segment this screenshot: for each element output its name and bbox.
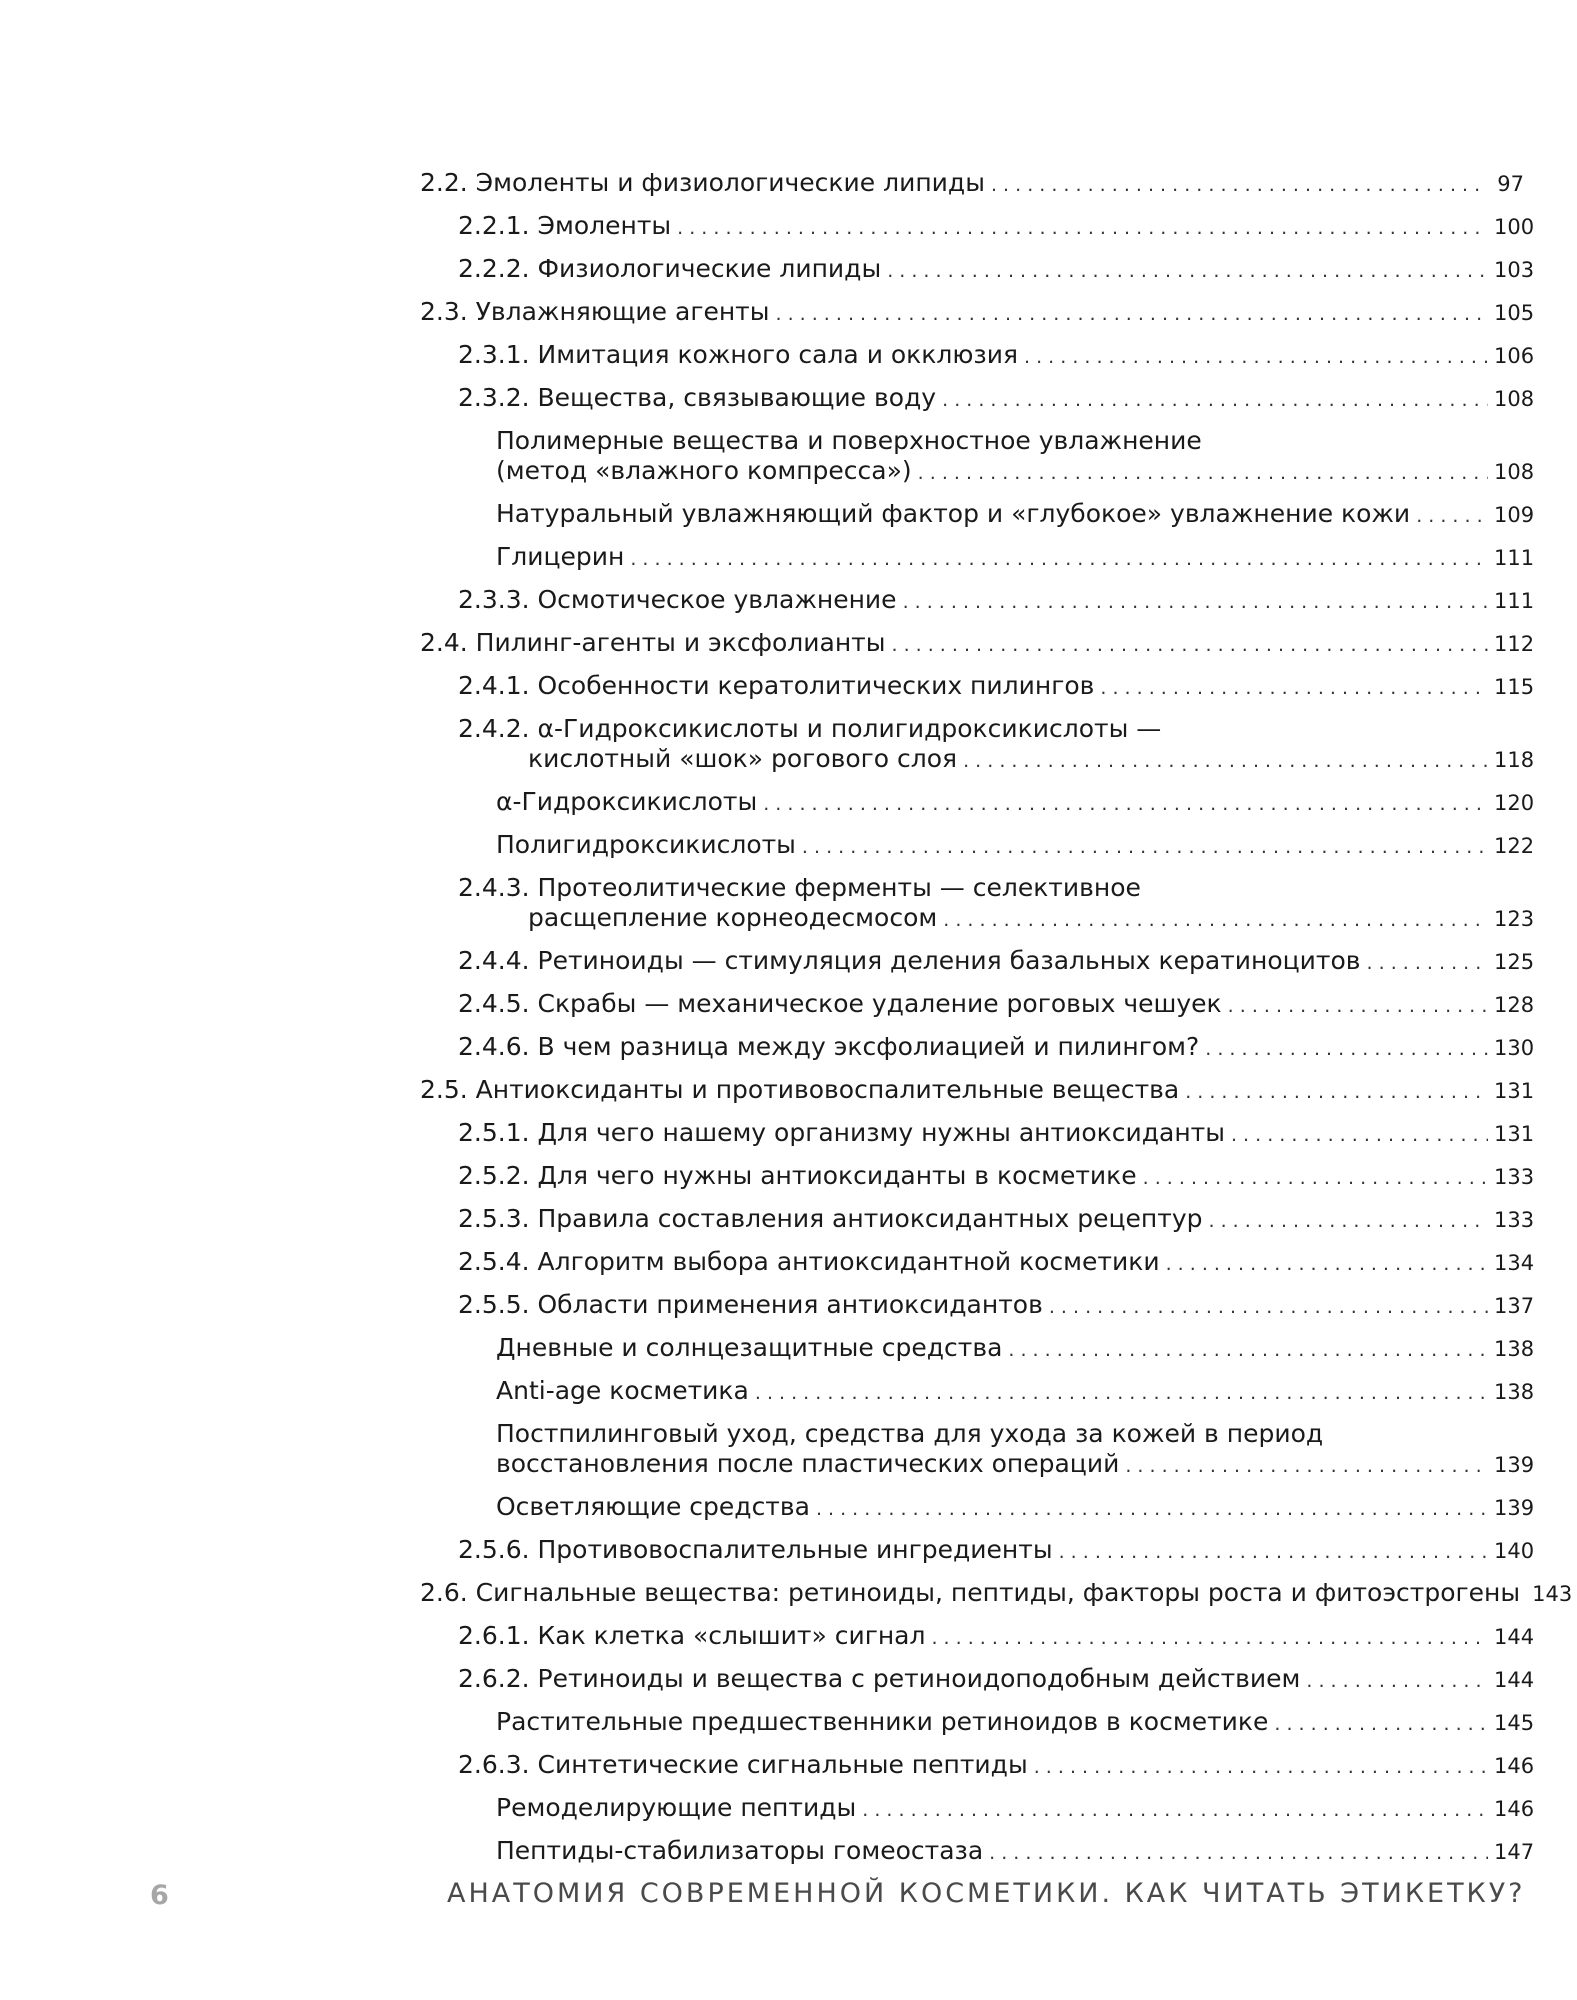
toc-entry[interactable] (420, 1621, 1535, 1653)
dot-leader (630, 544, 1488, 574)
dot-leader (1208, 1206, 1488, 1236)
dot-leader (1185, 1077, 1488, 1107)
toc-entry[interactable] (420, 628, 1535, 660)
dot-leader (1205, 1034, 1488, 1064)
toc-entry[interactable] (420, 383, 1535, 415)
toc-page-number: 137 (1494, 1294, 1535, 1318)
dot-leader (989, 1838, 1488, 1868)
toc-entry-title: восстановления после пластических операций (496, 1449, 1120, 1478)
table-of-contents (420, 168, 1573, 1879)
toc-entry-title: 2.3.1. Имитация кожного сала и окклюзия (458, 340, 1018, 369)
dot-leader (1306, 1666, 1488, 1696)
toc-entry[interactable] (420, 830, 1535, 862)
toc-page-number: 115 (1494, 675, 1535, 699)
toc-entry[interactable] (420, 426, 1535, 488)
toc-page-number: 112 (1494, 632, 1535, 656)
toc-entry-title: 2.4.5. Скрабы — механическое удаление роговых чешуек (458, 989, 1222, 1018)
toc-entry[interactable] (420, 211, 1535, 243)
toc-entry[interactable] (420, 542, 1535, 574)
toc-page-number: 97 (1497, 172, 1524, 196)
toc-entry[interactable] (420, 1376, 1535, 1408)
dot-leader (1231, 1120, 1488, 1150)
toc-page-number: 120 (1494, 791, 1535, 815)
toc-page-number: 108 (1494, 387, 1535, 411)
toc-entry-title: 2.3.2. Вещества, связывающие воду (458, 383, 937, 412)
toc-page-number: 131 (1494, 1079, 1535, 1103)
toc-entry-title: Дневные и солнцезащитные средства (496, 1333, 1003, 1362)
toc-entry[interactable] (420, 297, 1535, 329)
toc-entry[interactable] (420, 1075, 1535, 1107)
toc-entry-title: 2.4.4. Ретиноиды — стимуляция деления базальных кератиноцитов (458, 946, 1361, 975)
dot-leader (931, 1623, 1488, 1653)
toc-page-number: 144 (1494, 1625, 1535, 1649)
toc-entry[interactable] (420, 1204, 1535, 1236)
toc-entry[interactable] (420, 1707, 1535, 1739)
dot-leader (1125, 1451, 1488, 1481)
toc-entry[interactable] (420, 1793, 1535, 1825)
dot-leader (1166, 1249, 1488, 1279)
toc-entry-title: 2.6.2. Ретиноиды и вещества с ретиноидоподобным действием (458, 1664, 1301, 1693)
toc-entry-title-line1: Постпилинговый уход, средства для ухода за кожей в период (496, 1419, 1324, 1448)
toc-entry-title: Натуральный увлажняющий фактор и «глубокое» увлажнение кожи (496, 499, 1411, 528)
toc-page-number: 144 (1494, 1668, 1535, 1692)
toc-entry-title: расщепление корнеодесмосом (528, 903, 938, 932)
toc-page-number: 133 (1494, 1165, 1535, 1189)
dot-leader (802, 832, 1488, 862)
dot-leader (763, 789, 1488, 819)
toc-entry-title: 2.5.2. Для чего нужны антиоксиданты в косметике (458, 1161, 1137, 1190)
dot-leader (918, 458, 1488, 488)
dot-leader (1059, 1537, 1488, 1567)
dot-leader (862, 1795, 1488, 1825)
toc-entry[interactable] (420, 873, 1535, 935)
toc-entry-title: Осветляющие средства (496, 1492, 810, 1521)
toc-entry-title-line1: Полимерные вещества и поверхностное увлажнение (496, 426, 1202, 455)
dot-leader (1049, 1292, 1488, 1322)
toc-entry-title: 2.2.2. Физиологические липиды (458, 254, 882, 283)
toc-page-number: 111 (1494, 546, 1535, 570)
toc-entry-title: Полигидроксикислоты (496, 830, 796, 859)
toc-page-number: 105 (1494, 301, 1535, 325)
toc-entry[interactable] (420, 671, 1535, 703)
toc-entry-title: 2.2.1. Эмоленты (458, 211, 672, 240)
toc-entry-title: 2.6.1. Как клетка «слышит» сигнал (458, 1621, 926, 1650)
dot-leader (963, 746, 1488, 776)
toc-entry[interactable] (420, 1836, 1535, 1868)
toc-entry[interactable] (420, 1664, 1535, 1696)
toc-entry[interactable] (420, 585, 1535, 617)
dot-leader (991, 170, 1488, 200)
toc-entry-title: 2.3. Увлажняющие агенты (420, 297, 770, 326)
toc-page-number: 125 (1494, 950, 1535, 974)
toc-entry-title: 2.5.1. Для чего нашему организму нужны антиоксиданты (458, 1118, 1225, 1147)
toc-entry-title: (метод «влажного компресса») (496, 456, 912, 485)
toc-entry-title-line1: 2.4.3. Протеолитические ферменты — селективное (458, 873, 1141, 902)
toc-page-number: 108 (1494, 460, 1535, 484)
toc-page-number: 134 (1494, 1251, 1535, 1275)
toc-page-number: 123 (1494, 907, 1535, 931)
toc-entry[interactable] (420, 1578, 1573, 1610)
dot-leader (1228, 991, 1488, 1021)
dot-leader (943, 905, 1488, 935)
dot-leader (816, 1494, 1488, 1524)
toc-entry-title: 2.5.4. Алгоритм выбора антиоксидантной косметики (458, 1247, 1160, 1276)
toc-entry-title: Ремоделирующие пептиды (496, 1793, 857, 1822)
dot-leader (1143, 1163, 1488, 1193)
toc-page-number: 140 (1494, 1539, 1535, 1563)
toc-entry-title: 2.2. Эмоленты и физиологические липиды (420, 168, 985, 197)
toc-page-number: 122 (1494, 834, 1535, 858)
toc-page-number: 143 (1532, 1582, 1573, 1606)
toc-entry-title: 2.4.1. Особенности кератолитических пилингов (458, 671, 1095, 700)
toc-entry-title: 2.5.3. Правила составления антиоксидантных рецептур (458, 1204, 1203, 1233)
toc-entry-title: 2.4.6. В чем разница между эксфолиацией и пилингом? (458, 1032, 1200, 1061)
toc-page-number: 118 (1494, 748, 1535, 772)
toc-entry-title: 2.4. Пилинг-агенты и эксфолианты (420, 628, 886, 657)
toc-page-number: 111 (1494, 589, 1535, 613)
toc-entry-title: 2.6. Сигнальные вещества: ретиноиды, пептиды, факторы роста и фитоэстрогены (420, 1578, 1521, 1607)
toc-entry[interactable] (420, 1161, 1535, 1193)
toc-page-number: 146 (1494, 1754, 1535, 1778)
toc-page-number: 146 (1494, 1797, 1535, 1821)
toc-page-number: 131 (1494, 1122, 1535, 1146)
dot-leader (1008, 1335, 1488, 1365)
toc-page-number: 109 (1494, 503, 1535, 527)
toc-entry-title: α-Гидроксикислоты (496, 787, 758, 816)
toc-entry[interactable] (420, 1333, 1535, 1365)
toc-page-number: 103 (1494, 258, 1535, 282)
toc-page-number: 147 (1494, 1840, 1535, 1864)
toc-page-number: 139 (1494, 1496, 1535, 1520)
toc-entry[interactable] (420, 1492, 1535, 1524)
toc-entry[interactable] (420, 1750, 1535, 1782)
dot-leader (1034, 1752, 1488, 1782)
dot-leader (891, 630, 1488, 660)
toc-entry[interactable] (420, 254, 1535, 286)
toc-entry[interactable] (420, 787, 1535, 819)
toc-page-number: 106 (1494, 344, 1535, 368)
toc-page-number: 145 (1494, 1711, 1535, 1735)
toc-entry[interactable] (420, 1032, 1535, 1064)
toc-entry-title: кислотный «шок» рогового слоя (528, 744, 958, 773)
toc-page-number: 138 (1494, 1337, 1535, 1361)
dot-leader (755, 1378, 1488, 1408)
toc-page-number: 139 (1494, 1453, 1535, 1477)
toc-entry[interactable] (420, 1535, 1535, 1567)
toc-entry-title: Anti-age косметика (496, 1376, 749, 1405)
toc-entry[interactable] (420, 340, 1535, 372)
toc-entry[interactable] (420, 989, 1535, 1021)
dot-leader (1416, 501, 1488, 531)
toc-entry-title: Пептиды-стабилизаторы гомеостаза (496, 1836, 984, 1865)
dot-leader (1024, 342, 1488, 372)
toc-page-number: 138 (1494, 1380, 1535, 1404)
dot-leader (1100, 673, 1488, 703)
dot-leader (775, 299, 1488, 329)
toc-entry[interactable] (420, 1419, 1535, 1481)
toc-entry-title: Глицерин (496, 542, 625, 571)
toc-entry-title: 2.3.3. Осмотическое увлажнение (458, 585, 897, 614)
toc-page-number: 133 (1494, 1208, 1535, 1232)
toc-entry-title: 2.6.3. Синтетические сигнальные пептиды (458, 1750, 1028, 1779)
dot-leader (1274, 1709, 1488, 1739)
running-footer-title: АНАТОМИЯ СОВРЕМЕННОЙ КОСМЕТИКИ. КАК ЧИТАТЬ ЭТИКЕТКУ? (447, 1878, 1526, 1909)
toc-entry-title: Растительные предшественники ретиноидов в косметике (496, 1707, 1269, 1736)
toc-page-number: 130 (1494, 1036, 1535, 1060)
toc-entry-title: 2.5.5. Области применения антиоксидантов (458, 1290, 1043, 1319)
toc-page-number: 100 (1494, 215, 1535, 239)
toc-entry[interactable] (420, 1247, 1535, 1279)
toc-entry-title-line1: 2.4.2. α-Гидроксикислоты и полигидроксикислоты — (458, 714, 1162, 743)
page-number: 6 (150, 1880, 169, 1911)
dot-leader (942, 385, 1488, 415)
dot-leader (903, 587, 1488, 617)
toc-page-number: 128 (1494, 993, 1535, 1017)
dot-leader (677, 213, 1488, 243)
toc-entry[interactable] (420, 714, 1535, 776)
toc-entry[interactable] (420, 1118, 1535, 1150)
toc-entry[interactable] (420, 1290, 1535, 1322)
toc-entry[interactable] (420, 168, 1524, 200)
toc-entry[interactable] (420, 499, 1535, 531)
toc-entry-title: 2.5. Антиоксиданты и противовоспалительные вещества (420, 1075, 1180, 1104)
dot-leader (887, 256, 1488, 286)
toc-entry[interactable] (420, 946, 1535, 978)
dot-leader (1367, 948, 1488, 978)
toc-entry-title: 2.5.6. Противовоспалительные ингредиенты (458, 1535, 1053, 1564)
